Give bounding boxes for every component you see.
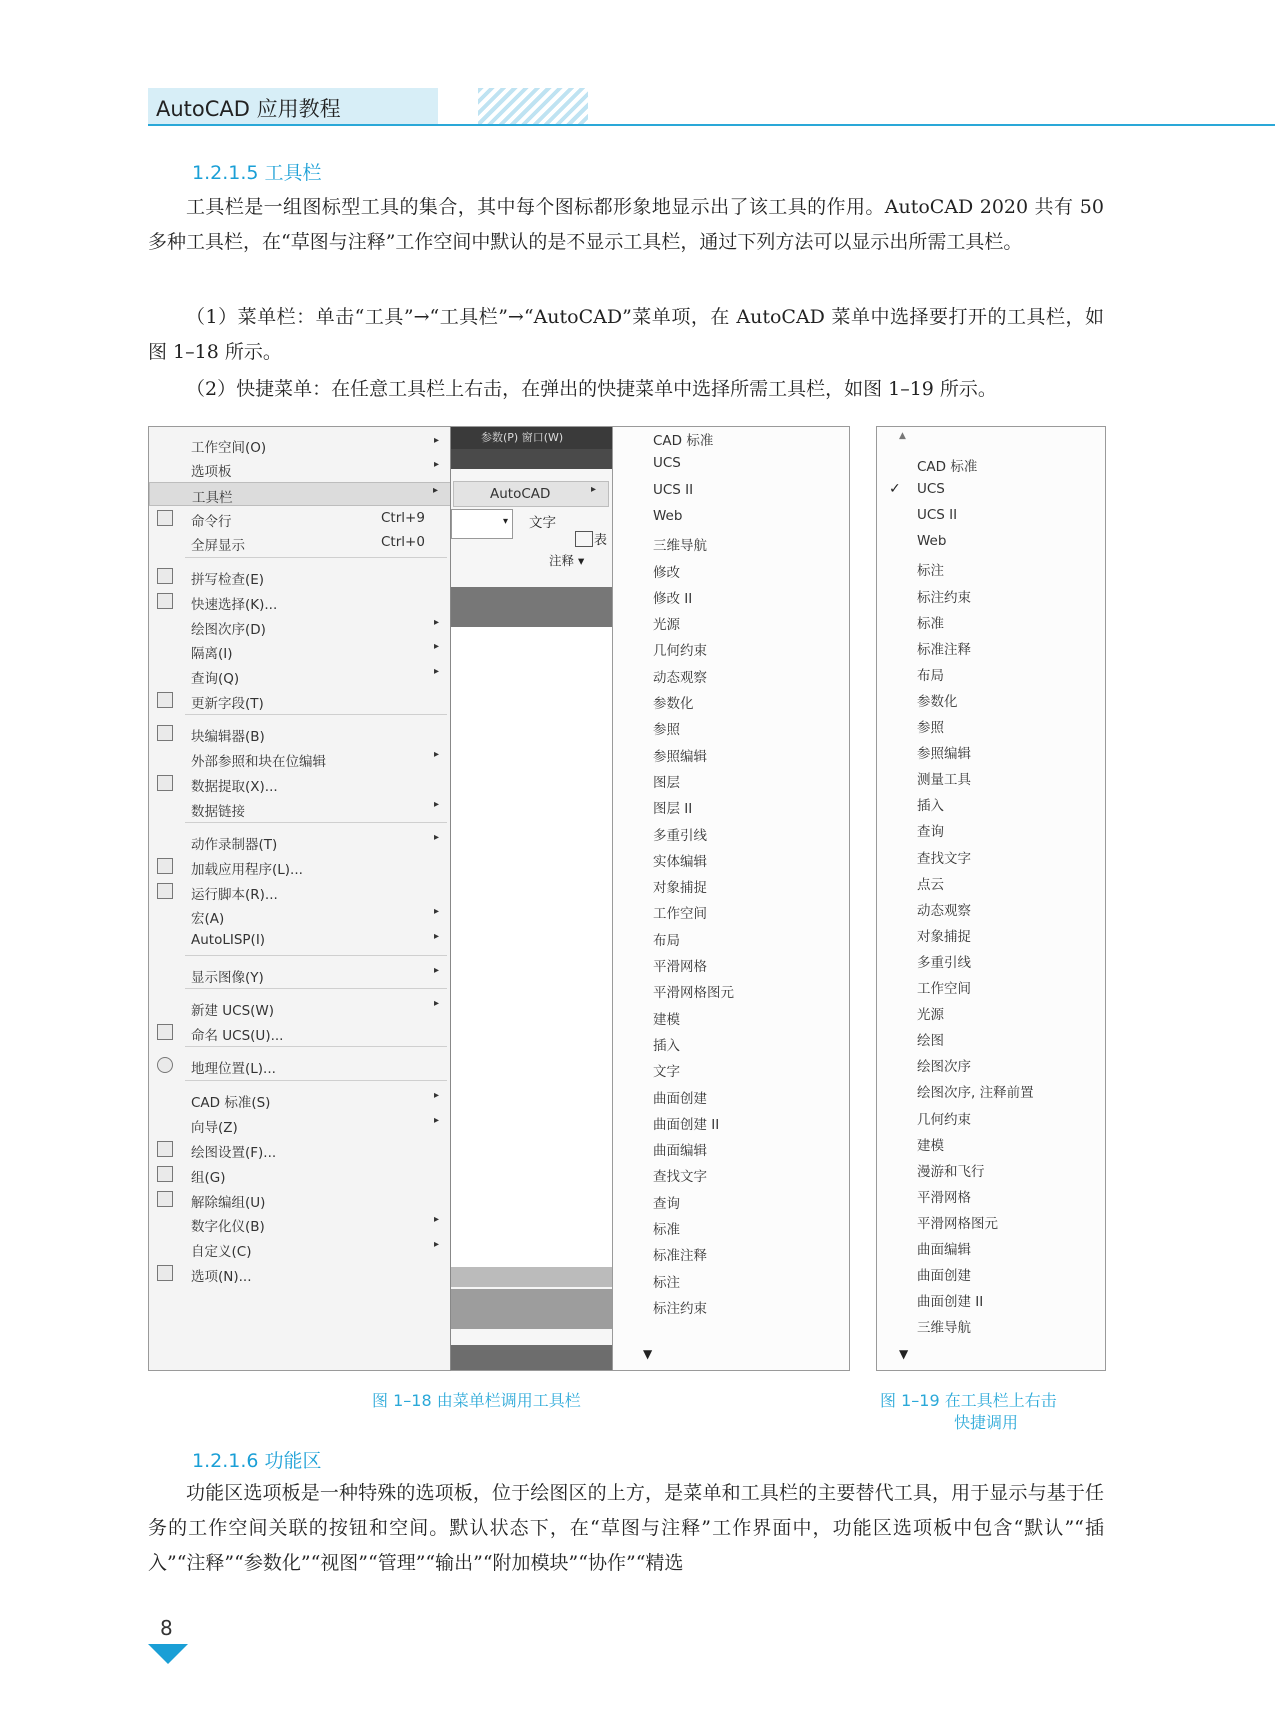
toolbar-list-item[interactable]: 布局 xyxy=(653,932,680,949)
geolocation-icon xyxy=(157,1057,173,1073)
menu-item-label: CAD 标准(S) xyxy=(191,1095,271,1111)
dropdown-box[interactable] xyxy=(451,509,513,539)
menu-item-label: 数据链接 xyxy=(191,804,245,820)
menu-item-label: 工作空间(O) xyxy=(191,440,267,456)
menu-separator xyxy=(185,714,447,715)
spell-check-icon xyxy=(157,568,173,584)
submenu-arrow-icon: ▸ xyxy=(433,832,439,843)
figure-1-19-caption-line1: 图 1–19 在工具栏上右击 xyxy=(880,1391,1057,1410)
menu-item-label: 块编辑器(B) xyxy=(191,729,265,745)
context-menu-item[interactable]: CAD 标准 xyxy=(917,459,978,475)
toolbar-list-item[interactable]: 平滑网格 xyxy=(653,959,707,975)
menu-item[interactable] xyxy=(149,1113,451,1137)
context-menu-item[interactable]: 曲面编辑 xyxy=(917,1242,971,1258)
context-menu-item[interactable]: 绘图次序 xyxy=(917,1059,971,1076)
menu-strip-text: 参数(P) 窗口(W) xyxy=(481,431,564,444)
context-menu-item[interactable]: 布局 xyxy=(917,667,944,684)
context-menu-item[interactable]: 动态观察 xyxy=(917,902,971,919)
menu-separator xyxy=(185,822,447,823)
context-menu-item[interactable]: 测量工具 xyxy=(917,772,971,789)
toolbar-list-item[interactable]: 曲面创建 xyxy=(653,1090,707,1107)
context-menu-item[interactable]: UCS II xyxy=(917,507,958,524)
scroll-down-icon[interactable]: ▼ xyxy=(643,1347,653,1361)
context-menu-item[interactable]: 几何约束 xyxy=(917,1111,971,1128)
text-tool-label: 文字 xyxy=(529,515,556,531)
toolbar-list-item[interactable]: UCS II xyxy=(653,481,694,498)
toolbar-list-item[interactable]: 曲面创建 II xyxy=(653,1116,720,1133)
toolbar-list-item[interactable]: 修改 II xyxy=(653,590,693,607)
menu-item[interactable] xyxy=(149,1054,451,1078)
annotation-panel-label: 注释 ▾ xyxy=(549,553,585,568)
context-menu-item[interactable]: 工作空间 xyxy=(917,981,971,997)
menu-item-label: 显示图像(Y) xyxy=(191,970,264,986)
menu-item-label: 解除编组(U) xyxy=(191,1195,266,1211)
context-menu-item[interactable]: 多重引线 xyxy=(917,954,971,971)
toolbar-list-item[interactable]: 标准注释 xyxy=(653,1248,707,1265)
toolbar-list-item[interactable]: 查询 xyxy=(653,1195,680,1212)
section-title-toolbar: 1.2.1.5 工具栏 xyxy=(192,162,322,184)
menu-item[interactable] xyxy=(149,482,451,506)
menu-item-label: 向导(Z) xyxy=(191,1120,238,1136)
paragraph-ribbon: 功能区选项板是一种特殊的选项板，位于绘图区的上方，是菜单和工具栏的主要替代工具，用于显示与基于任务的工作空间关联的按钮和空间。默认状态下，在“草图与注释”工作界面中，功能区选项板中包含“默认”“插入”“注释”“参数化”“视图”“管理”“输出”“附加模块”“协作”“精选 xyxy=(148,1482,1104,1574)
toolbar-list-item[interactable]: 三维导航 xyxy=(653,538,707,555)
dropdown-arrow-icon: ▾ xyxy=(502,516,508,527)
status-strip-2 xyxy=(451,1345,613,1370)
toolbar-list-item[interactable]: 查找文字 xyxy=(653,1169,707,1186)
context-menu-item[interactable]: 标注 xyxy=(917,563,944,580)
menu-item[interactable] xyxy=(149,797,451,821)
book-title: AutoCAD 应用教程 xyxy=(156,97,341,121)
options-icon xyxy=(157,1265,173,1281)
group-icon xyxy=(157,1166,173,1182)
toolbar-list-item[interactable]: Web xyxy=(653,507,683,524)
menu-item-label: 外部参照和块在位编辑 xyxy=(191,754,326,770)
context-menu-item[interactable]: Web xyxy=(917,533,947,550)
menu-item[interactable] xyxy=(149,1237,451,1261)
autocad-submenu-item[interactable] xyxy=(453,481,609,507)
toolbar-list-item[interactable]: UCS xyxy=(653,455,681,472)
menu-item-label: 工具栏 xyxy=(192,490,233,506)
menu-item[interactable] xyxy=(149,1212,451,1236)
menu-item-label: 快速选择(K)... xyxy=(191,597,278,613)
app-title-strip xyxy=(451,427,613,449)
drawing-area[interactable] xyxy=(451,627,613,1267)
status-strip-1 xyxy=(451,1267,613,1287)
menu-item-label: 加载应用程序(L)... xyxy=(191,862,303,878)
toolbar-list-item[interactable]: 图层 II xyxy=(653,801,693,818)
menu-item-label: 运行脚本(R)... xyxy=(191,887,278,903)
menu-item-label: 自定义(C) xyxy=(191,1244,252,1260)
menu-item-label: 隔离(I) xyxy=(191,646,233,662)
toolbar-list-item[interactable]: 标注 xyxy=(653,1274,680,1291)
submenu-arrow-icon: ▸ xyxy=(433,1239,439,1250)
menu-item-label: 数字化仪(B) xyxy=(191,1219,265,1235)
autocad-label: AutoCAD xyxy=(490,486,551,502)
menu-item[interactable] xyxy=(149,963,451,987)
header-stripes xyxy=(478,88,588,124)
context-menu-item[interactable]: 标准注释 xyxy=(917,641,971,658)
submenu-arrow-icon: ▸ xyxy=(433,906,439,917)
context-menu-item[interactable]: 标注约束 xyxy=(917,589,971,606)
toolbar-list-item[interactable]: 工作空间 xyxy=(653,906,707,923)
menu-item-label: 全屏显示 xyxy=(191,538,245,554)
menu-separator xyxy=(185,1046,447,1047)
submenu-arrow-icon: ▸ xyxy=(433,799,439,810)
menu-item[interactable] xyxy=(149,1262,451,1286)
toolbar-list-item[interactable]: 图层 xyxy=(653,774,680,791)
menu-item[interactable] xyxy=(149,639,451,663)
menu-item[interactable] xyxy=(149,929,451,953)
named-ucs-icon xyxy=(157,1024,173,1040)
toolbar-context-menu xyxy=(876,426,1106,1371)
menu-item-label: 拼写检查(E) xyxy=(191,572,265,588)
submenu-arrow-icon: ▸ xyxy=(433,1115,439,1126)
app-toolbar-strip xyxy=(451,449,613,469)
block-editor-icon xyxy=(157,725,173,741)
toolbar-list-item[interactable]: 插入 xyxy=(653,1037,680,1054)
toolbar-list-item[interactable]: 文字 xyxy=(653,1064,680,1081)
context-menu-item[interactable]: 平滑网格 xyxy=(917,1189,971,1206)
context-menu-item[interactable]: 曲面创建 II xyxy=(917,1294,984,1311)
menu-item-label: 查询(Q) xyxy=(191,671,240,687)
menu-separator xyxy=(185,1080,447,1081)
menu-item-shortcut: Ctrl+0 xyxy=(381,534,425,550)
context-menu-item[interactable]: 绘图次序, 注释前置 xyxy=(917,1085,1034,1102)
submenu-arrow-icon: ▸ xyxy=(433,998,439,1009)
submenu-arrow-icon: ▸ xyxy=(433,435,439,446)
ribbon-dark-bar xyxy=(451,587,613,627)
toolbar-list-item[interactable]: 标准 xyxy=(653,1222,680,1238)
context-menu-item[interactable]: 参照编辑 xyxy=(917,746,971,763)
context-menu-item[interactable]: 插入 xyxy=(917,798,944,815)
menu-item-shortcut: Ctrl+9 xyxy=(381,510,425,526)
context-menu-item[interactable]: 标准 xyxy=(917,615,944,632)
menu-item-label: 选项(N)... xyxy=(191,1269,252,1285)
update-field-icon xyxy=(157,692,173,708)
quick-select-icon xyxy=(157,593,173,609)
submenu-arrow-icon: ▸ xyxy=(433,1090,439,1101)
toolbar-list-item[interactable]: 动态观察 xyxy=(653,669,707,686)
submenu-arrow-icon: ▸ xyxy=(432,485,438,496)
submenu-arrow-icon: ▸ xyxy=(433,1214,439,1225)
menu-item[interactable] xyxy=(149,996,451,1020)
menu-item-label: 组(G) xyxy=(191,1170,226,1186)
toolbar-list-item[interactable]: 实体编辑 xyxy=(653,853,707,870)
paragraph-2: （1）菜单栏：单击“工具”→“工具栏”→“AutoCAD”菜单项，在 AutoCAD 菜单中选择要打开的工具栏，如图 1–18 所示。 xyxy=(148,306,1104,363)
running-header xyxy=(148,88,1275,126)
menu-item[interactable] xyxy=(149,830,451,854)
checkmark-icon: ✓ xyxy=(889,481,901,498)
menu-item-label: AutoLISP(I) xyxy=(191,932,266,948)
menu-item[interactable] xyxy=(149,1188,451,1212)
page-number: 8 xyxy=(160,1616,173,1640)
menu-item[interactable] xyxy=(149,615,451,639)
context-menu-item[interactable]: 平滑网格图元 xyxy=(917,1215,998,1232)
toolbar-list-item[interactable]: 修改 xyxy=(653,564,680,581)
autocad-toolbar-list xyxy=(612,426,850,1371)
submenu-arrow-icon: ▸ xyxy=(433,931,439,942)
menu-item[interactable] xyxy=(149,531,451,555)
menu-item[interactable] xyxy=(149,722,451,746)
menu-separator xyxy=(185,988,447,989)
submenu-arrow-icon: ▸ xyxy=(433,617,439,628)
menu-item[interactable] xyxy=(149,664,451,688)
menu-item[interactable] xyxy=(149,689,451,713)
command-strip xyxy=(451,1289,613,1329)
context-menu-item[interactable]: 曲面创建 xyxy=(917,1268,971,1285)
toolbar-list-item[interactable]: CAD 标准 xyxy=(653,433,714,449)
menu-item[interactable] xyxy=(149,433,451,457)
tools-menu xyxy=(148,426,452,1371)
menu-item[interactable] xyxy=(149,590,451,614)
submenu-arrow-icon: ▸ xyxy=(433,641,439,652)
menu-item-label: 绘图次序(D) xyxy=(191,622,266,638)
toolbar-list-item[interactable]: 建模 xyxy=(653,1011,680,1028)
submenu-arrow-icon: ▸ xyxy=(433,749,439,760)
context-menu-item[interactable]: 建模 xyxy=(917,1137,944,1154)
menu-item[interactable] xyxy=(149,1163,451,1187)
menu-item[interactable] xyxy=(149,507,451,531)
menu-item[interactable] xyxy=(149,457,451,481)
ungroup-icon xyxy=(157,1191,173,1207)
submenu-arrow-icon: ▸ xyxy=(590,484,596,495)
context-menu-item[interactable]: 参数化 xyxy=(917,693,958,710)
toolbar-list-item[interactable]: 曲面编辑 xyxy=(653,1143,707,1160)
menu-item-label: 地理位置(L)... xyxy=(191,1061,276,1077)
submenu-arrow-icon: ▸ xyxy=(433,459,439,470)
toolbar-list-item[interactable]: 几何约束 xyxy=(653,643,707,660)
menu-item-label: 绘图设置(F)... xyxy=(191,1145,277,1161)
toolbar-list-item[interactable]: 光源 xyxy=(653,617,680,634)
menu-item[interactable] xyxy=(149,1138,451,1162)
menu-item[interactable] xyxy=(149,772,451,796)
context-menu-item[interactable]: 对象捕捉 xyxy=(917,928,971,945)
run-script-icon xyxy=(157,883,173,899)
menu-item-label: 宏(A) xyxy=(191,911,225,927)
menu-item-label: 数据提取(X)... xyxy=(191,779,278,795)
toolbar-list-item[interactable]: 参照编辑 xyxy=(653,748,707,765)
menu-item-label: 动作录制器(T) xyxy=(191,837,278,853)
menu-item-label: 命令行 xyxy=(191,514,232,530)
context-menu-item[interactable]: 点云 xyxy=(917,876,944,893)
data-extraction-icon xyxy=(157,775,173,791)
figure-1-19-caption-line2: 快捷调用 xyxy=(954,1413,1019,1432)
menu-item-label: 更新字段(T) xyxy=(191,696,264,712)
paragraph-1: 工具栏是一组图标型工具的集合，其中每个图标都形象地显示出了该工具的作用。AutoCAD 2020 共有 50 多种工具栏，在“草图与注释”工作空间中默认的是不显示工具栏，通过下列方法可以显示出所需工具栏。 xyxy=(148,196,1104,253)
menu-item[interactable] xyxy=(149,880,451,904)
toolbar-list-item[interactable]: 标注约束 xyxy=(653,1300,707,1317)
submenu-arrow-icon: ▸ xyxy=(433,965,439,976)
section-title-ribbon: 1.2.1.6 功能区 xyxy=(192,1450,322,1472)
menu-item[interactable] xyxy=(149,565,451,589)
load-application-icon xyxy=(157,858,173,874)
submenu-arrow-icon: ▸ xyxy=(433,666,439,677)
toolbar-list-item[interactable]: 对象捕捉 xyxy=(653,880,707,897)
toolbar-list-item[interactable]: 多重引线 xyxy=(653,827,707,844)
menu-item[interactable] xyxy=(149,855,451,879)
menu-item[interactable] xyxy=(149,1021,451,1045)
context-menu-item[interactable]: 三维导航 xyxy=(917,1320,971,1337)
figure-1-18-caption: 图 1–18 由菜单栏调用工具栏 xyxy=(372,1391,581,1410)
context-menu-item[interactable]: 参照 xyxy=(917,720,944,736)
paragraph-3: （2）快捷菜单：在任意工具栏上右击，在弹出的快捷菜单中选择所需工具栏，如图 1–19 所示。 xyxy=(186,378,997,400)
table-icon xyxy=(575,531,593,547)
context-menu-item[interactable]: 查找文字 xyxy=(917,850,971,867)
menu-separator xyxy=(185,557,447,558)
context-menu-item[interactable]: 查询 xyxy=(917,824,944,841)
drafting-settings-icon xyxy=(157,1141,173,1157)
menu-item[interactable] xyxy=(149,904,451,928)
menu-item-label: 选项板 xyxy=(191,464,232,480)
context-menu-item[interactable]: 绘图 xyxy=(917,1033,944,1050)
menu-item[interactable] xyxy=(149,747,451,771)
context-menu-item[interactable]: 光源 xyxy=(917,1007,944,1024)
menu-item[interactable] xyxy=(149,1088,451,1112)
context-menu-item[interactable]: 漫游和飞行 xyxy=(917,1163,985,1180)
menu-item-label: 新建 UCS(W) xyxy=(191,1003,275,1019)
toolbar-list-item[interactable]: 参照 xyxy=(653,722,680,739)
menu-item-label: 命名 UCS(U)... xyxy=(191,1028,284,1044)
command-line-icon xyxy=(157,510,173,526)
context-menu-item[interactable]: UCS xyxy=(917,481,945,498)
toolbar-list-item[interactable]: 平滑网格图元 xyxy=(653,985,734,1002)
table-label: 表 xyxy=(594,533,608,548)
toolbar-list-item[interactable]: 参数化 xyxy=(653,696,694,712)
scroll-down-icon[interactable]: ▼ xyxy=(899,1347,909,1361)
page-marker-icon xyxy=(148,1644,188,1664)
scroll-up-icon[interactable]: ▲ xyxy=(899,431,906,441)
app-background xyxy=(450,426,614,1371)
menu-separator xyxy=(185,955,447,956)
